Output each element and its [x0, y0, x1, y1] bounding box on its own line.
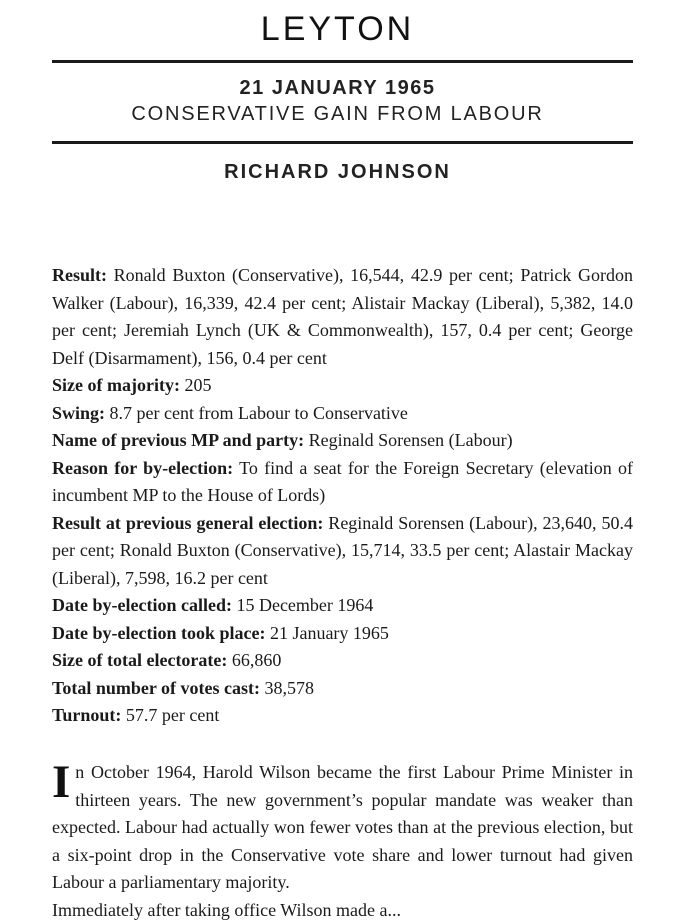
election-date: 21 JANUARY 1965: [239, 77, 436, 99]
fact-value: 21 January 1965: [265, 622, 389, 643]
fact-value: To find a seat for the Foreign Secretary (elevation of incumbent MP to the House of Lords): [52, 457, 633, 505]
fact-reason: [52, 455, 633, 510]
fact-label: Result at previous general election:: [52, 512, 324, 533]
fact-value: Ronald Buxton (Conservative), 16,544, 42.9 per cent; Patrick Gordon Walker (Labour), 16,339, 42.4 per cent; Alistair Mackay (Liberal), 5,382, 14.0 per cent; Jeremiah Lynch (UK & Commonwealth), 157, 0.4 per cent; George Delf (Disarmament), 156, 0.4 per cent: [52, 265, 633, 368]
fact-label: Name of previous MP and party:: [52, 430, 305, 450]
fact-value: 8.7 per cent from Labour to Conservative: [105, 402, 408, 423]
paragraph-1: [52, 756, 633, 897]
fact-value: 66,860: [227, 650, 282, 670]
fact-label: Size of majority:: [52, 375, 180, 395]
election-subtitle: CONSERVATIVE GAIN FROM LABOUR: [131, 103, 544, 125]
paragraph-1-text: n October 1964, Harold Wilson became the first Labour Prime Minister in thirteen years. The new government’s popular mandate was weaker than expected. Labour had actually won fewer votes than at the previous election, but a six-point drop in the Conservative vote share and lower turnout had given Labour a parliamentary majority.: [52, 762, 633, 892]
fact-label: Reason for by-election:: [52, 457, 234, 478]
fact-swing: [52, 400, 633, 428]
fact-label: Size of total electorate:: [52, 650, 228, 670]
fact-value: 15 December 1964: [231, 595, 374, 615]
fact-label: Total number of votes cast:: [52, 677, 260, 698]
fact-label: Turnout:: [52, 705, 122, 725]
fact-previous-mp: [52, 427, 633, 455]
fact-value: 38,578: [260, 677, 314, 698]
fact-label: Result:: [52, 265, 107, 285]
fact-electorate: [52, 647, 633, 675]
election-facts: [52, 262, 633, 730]
fact-turnout: [52, 702, 633, 730]
fact-previous-result: [52, 510, 633, 593]
fact-value: 57.7 per cent: [121, 705, 220, 725]
fact-date-called: [52, 592, 633, 620]
fact-value: Reginald Sorensen (Labour): [304, 430, 513, 450]
fact-majority: [52, 372, 633, 400]
bottom-rule: [52, 141, 633, 144]
fact-date-held: [52, 620, 633, 648]
top-rule: [52, 60, 633, 63]
fact-value: 205: [179, 375, 212, 395]
fact-value: Reginald Sorensen (Labour), 23,640, 50.4 per cent; Ronald Buxton (Conservative), 15,714, 33.5 per cent; Alastair Mackay (Liberal), 7,598, 16.2 per cent: [52, 512, 633, 588]
fact-label: Swing:: [52, 402, 106, 423]
paragraph-2-partial: Immediately after taking office Wilson made a...: [52, 899, 401, 920]
fact-label: Date by-election called:: [52, 595, 232, 615]
drop-cap: I: [52, 756, 71, 808]
article-body: [52, 756, 633, 924]
author-name: RICHARD JOHNSON: [224, 161, 451, 183]
fact-result: [52, 262, 633, 372]
page-title: LEYTON: [260, 10, 415, 48]
fact-votes-cast: [52, 675, 633, 703]
fact-label: Date by-election took place:: [52, 622, 266, 643]
